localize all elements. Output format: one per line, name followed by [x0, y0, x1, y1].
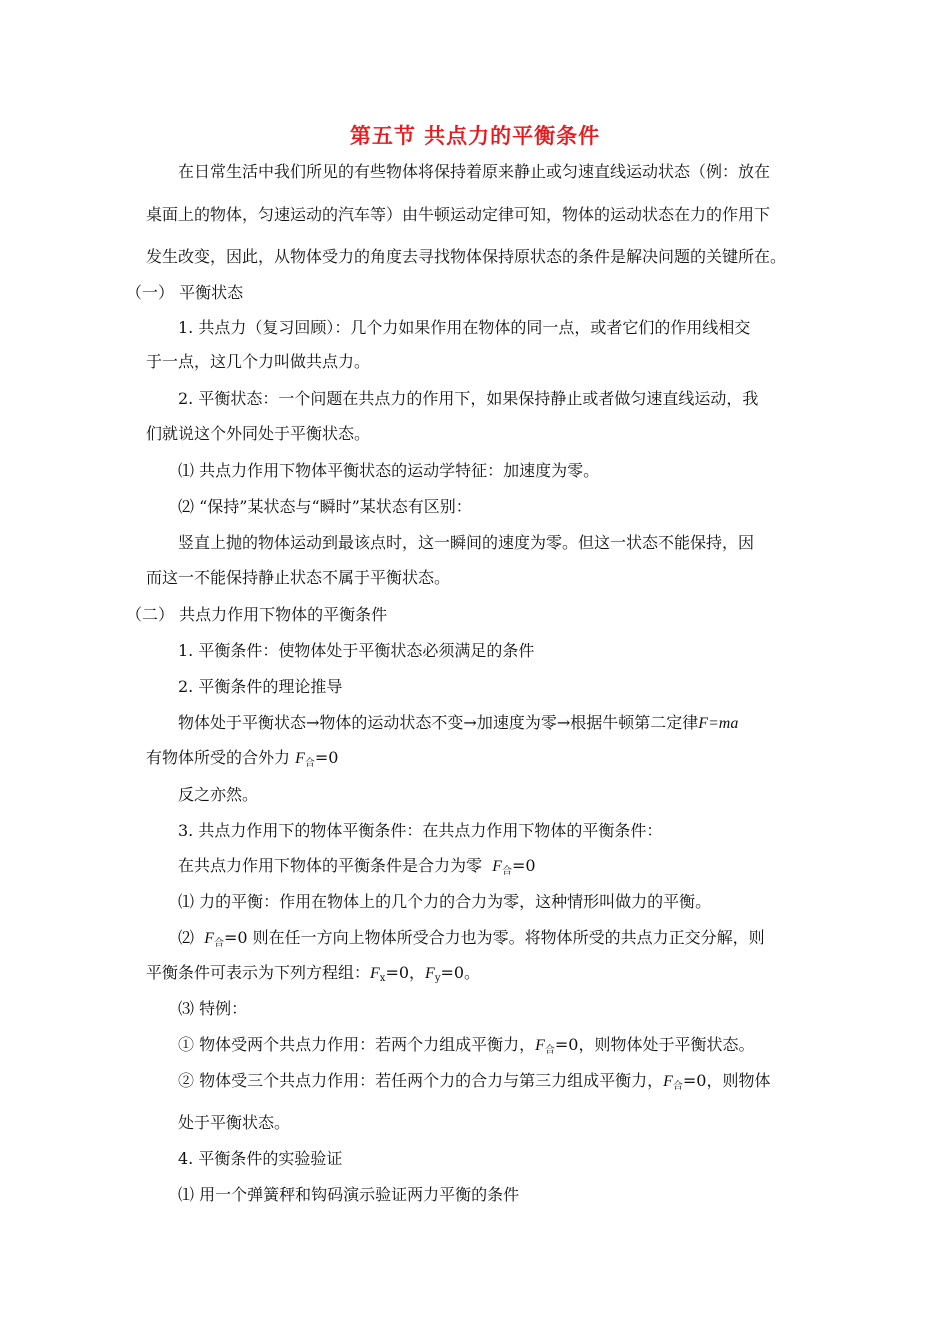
- item-2-line-a: 2. 平衡状态：一个问题在共点力的作用下，如果保持静止或者做匀速直线运动，我: [178, 389, 759, 408]
- force-symbol: F: [535, 1037, 545, 1054]
- equals-zero-x: =0，: [385, 963, 426, 982]
- net-force-text: 有物体所受的合外力: [146, 748, 291, 767]
- condition-1: ⑴ 力的平衡：作用在物体上的几个力的合力为零，这种情形叫做力的平衡。: [178, 892, 712, 911]
- force-symbol: F: [295, 750, 305, 767]
- condition-2-text: =0 则在任一方向上物体所受合力也为零。将物体所受的共点力正交分解，则: [223, 928, 765, 947]
- special-case-1-result: =0，则物体处于平衡状态。: [554, 1035, 755, 1054]
- page-title: 第五节 共点力的平衡条件: [349, 124, 601, 148]
- section-1-heading: （一） 平衡状态: [126, 283, 244, 302]
- step-4: 4. 平衡条件的实验验证: [178, 1149, 343, 1168]
- condition-2-line-a: [178, 927, 765, 950]
- special-case-2-text: ② 物体受三个共点力作用：若任两个力的合力与第三力组成平衡力，: [178, 1071, 664, 1090]
- force-symbol: F: [663, 1073, 673, 1090]
- newton-formula: F=ma: [698, 715, 739, 732]
- special-case-1-text: ① 物体受两个共点力作用：若两个力组成平衡力，: [178, 1035, 536, 1054]
- point-3-line-a: 竖直上抛的物体运动到最该点时，这一瞬间的速度为零。但这一状态不能保持，因: [178, 533, 755, 552]
- point-3-line-b: 而这一不能保持静止状态不属于平衡状态。: [146, 568, 451, 587]
- step-3-condition: [178, 855, 536, 878]
- net-subscript: 合: [672, 1081, 683, 1092]
- force-symbol: F: [425, 965, 435, 982]
- net-subscript: 合: [213, 938, 224, 949]
- point-1: ⑴ 共点力作用下物体平衡状态的运动学特征：加速度为零。: [178, 461, 600, 480]
- force-symbol: F: [492, 858, 502, 875]
- condition-3: ⑶ 特例：: [178, 999, 248, 1018]
- force-symbol: F: [204, 930, 214, 947]
- item-1-line-b: 于一点，这几个力叫做共点力。: [146, 352, 371, 371]
- net-force-line: [146, 747, 338, 770]
- item-1-line-a: 1. 共点力（复习回顾）：几个力如果作用在物体的同一点，或者它们的作用线相交: [178, 318, 751, 337]
- net-subscript: 合: [544, 1045, 555, 1056]
- step-3-condition-text: 在共点力作用下物体的平衡条件是合力为零: [178, 856, 483, 875]
- item-2-line-b: 们就说这个外同处于平衡状态。: [146, 424, 371, 443]
- equals-zero: =0: [314, 748, 339, 767]
- net-subscript: 合: [501, 866, 512, 877]
- equals-zero-y: =0。: [440, 963, 481, 982]
- x-subscript: x: [379, 973, 386, 984]
- intro-line-2: 桌面上的物体，匀速运动的汽车等）由牛顿运动定律可知，物体的运动状态在力的作用下: [146, 205, 771, 224]
- derivation-chain: [178, 712, 738, 735]
- step-4-item-1: ⑴ 用一个弹簧秤和钩码演示验证两力平衡的条件: [178, 1185, 520, 1204]
- step-2: 2. 平衡条件的理论推导: [178, 677, 343, 696]
- derivation-chain-text: 物体处于平衡状态→物体的运动状态不变→加速度为零→根据牛顿第二定律: [178, 713, 699, 732]
- special-case-1: [178, 1034, 754, 1057]
- special-case-2-result: =0，则物体: [682, 1071, 771, 1090]
- special-case-2-line-a: [178, 1070, 770, 1093]
- net-subscript: 合: [304, 758, 315, 769]
- condition-2-number: ⑵: [178, 928, 195, 947]
- equation-intro: 平衡条件可表示为下列方程组：: [146, 963, 371, 982]
- point-2: ⑵ “保持”某状态与“瞬时”某状态有区别：: [178, 497, 472, 516]
- equals-zero: =0: [511, 856, 536, 875]
- special-case-2-line-b: 处于平衡状态。: [178, 1113, 291, 1132]
- step-1: 1. 平衡条件：使物体处于平衡状态必须满足的条件: [178, 641, 535, 660]
- converse-line: 反之亦然。: [178, 785, 259, 804]
- force-symbol: F: [370, 965, 380, 982]
- intro-line-1: 在日常生活中我们所见的有些物体将保持着原来静止或匀速直线运动状态（例：放在: [178, 162, 771, 181]
- step-3: 3. 共点力作用下的物体平衡条件：在共点力作用下物体的平衡条件：: [178, 821, 663, 840]
- section-2-heading: （二） 共点力作用下物体的平衡条件: [126, 605, 388, 624]
- intro-line-3: 发生改变，因此，从物体受力的角度去寻找物体保持原状态的条件是解决问题的关键所在。: [146, 247, 787, 266]
- y-subscript: y: [434, 973, 441, 984]
- condition-2-line-b: [146, 962, 480, 985]
